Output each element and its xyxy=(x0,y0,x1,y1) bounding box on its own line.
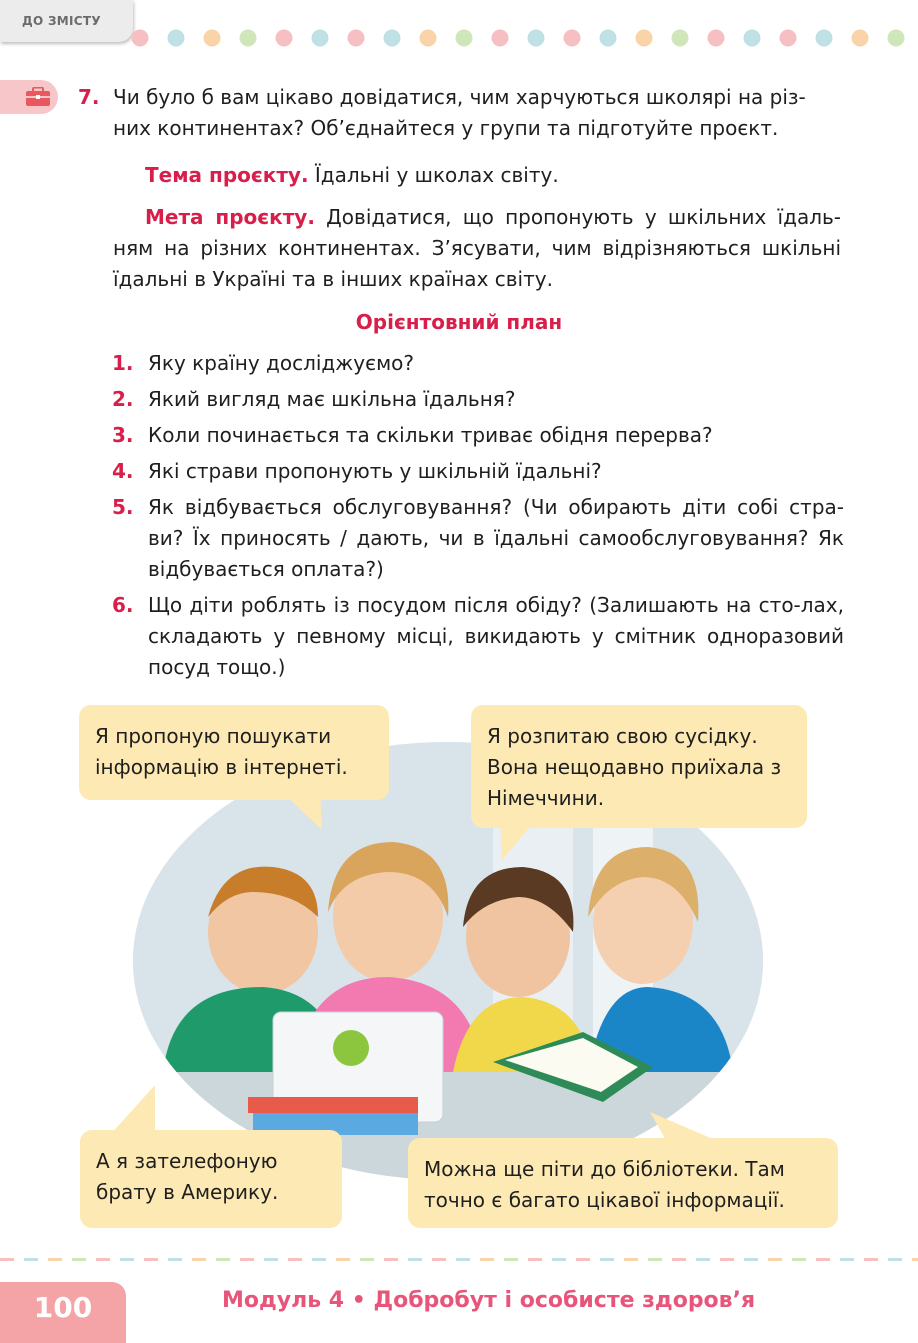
project-topic-text: Їдальні у школах світу. xyxy=(308,163,559,187)
plan-item xyxy=(112,492,844,585)
divider-dash xyxy=(288,1258,302,1261)
plan-item-number: 6. xyxy=(112,593,134,617)
plan-item-text: Який вигляд має шкільна їдальня? xyxy=(148,387,516,411)
divider-dash xyxy=(168,1258,182,1261)
speech-bubble-internet: Я пропоную пошукати інформацію в інтернеті. xyxy=(79,705,389,800)
decorative-dot xyxy=(528,30,545,47)
decorative-dot xyxy=(780,30,797,47)
task-line-2: них континентах? Об’єднайтеся у групи та підготуйте проєкт. xyxy=(113,116,779,140)
divider-dash xyxy=(720,1258,734,1261)
decorative-dot xyxy=(348,30,365,47)
speech-bubble-library: Можна ще піти до бібліотеки. Там точно є багато цікавої інформації. xyxy=(408,1138,838,1228)
plan-item-text: Що діти роблять із посудом після обіду? (Залишають на сто-лах, складають у певному місці, викидають у смітник одноразовий посуд тощо.) xyxy=(148,593,844,679)
divider-dash xyxy=(552,1258,566,1261)
plan-item-text: Коли починається та скільки триває обідня перерва? xyxy=(148,423,713,447)
decorative-dot xyxy=(384,30,401,47)
plan-item-number: 1. xyxy=(112,351,134,375)
plan-title: Орієнтовний план xyxy=(355,310,563,334)
task-line-1: Чи було б вам цікаво довідатися, чим харчуються школярі на різ- xyxy=(113,85,806,109)
module-title: Модуль 4 • Добробут і особисте здоров’я xyxy=(222,1288,756,1313)
toc-button[interactable]: ДО ЗМІСТУ xyxy=(0,0,133,42)
decorative-dot xyxy=(492,30,509,47)
divider-dash xyxy=(336,1258,350,1261)
divider-dash xyxy=(480,1258,494,1261)
decorative-dot xyxy=(708,30,725,47)
decorative-dot xyxy=(456,30,473,47)
decorative-dot xyxy=(600,30,617,47)
decorative-dots xyxy=(0,28,918,48)
divider-dash xyxy=(96,1258,110,1261)
plan-item-number: 3. xyxy=(112,423,134,447)
divider-dash xyxy=(840,1258,854,1261)
divider-dash xyxy=(528,1258,542,1261)
divider-dash xyxy=(120,1258,134,1261)
speech-bubble-neighbor: Я розпитаю свою сусідку. Вона нещодавно приїхала з Німеччини. xyxy=(471,705,807,828)
divider-dash xyxy=(408,1258,422,1261)
decorative-dot xyxy=(636,30,653,47)
divider-dash xyxy=(360,1258,374,1261)
decorative-dot xyxy=(168,30,185,47)
divider-dash xyxy=(384,1258,398,1261)
decorative-dot xyxy=(888,30,905,47)
project-goal-text: Довідатися, що пропонують у шкільних їдаль-ням на різних континентах. З’ясувати, чим відрізняються шкільні їдальні в Україні та в інших країнах світу. xyxy=(113,205,841,291)
divider-dash xyxy=(672,1258,686,1261)
decorative-dot xyxy=(744,30,761,47)
divider-dash xyxy=(624,1258,638,1261)
project-topic-label: Тема проєкту. xyxy=(145,163,309,187)
divider-dash xyxy=(264,1258,278,1261)
divider-dash xyxy=(48,1258,62,1261)
decorative-dot xyxy=(132,30,149,47)
divider-dash xyxy=(312,1258,326,1261)
divider-dash xyxy=(72,1258,86,1261)
footer-divider xyxy=(0,1258,918,1262)
divider-dash xyxy=(912,1258,918,1261)
plan-item-text: Яку країну досліджуємо? xyxy=(148,351,415,375)
divider-dash xyxy=(816,1258,830,1261)
plan-item xyxy=(112,420,844,451)
divider-dash xyxy=(768,1258,782,1261)
plan-item xyxy=(112,456,844,487)
decorative-dot xyxy=(564,30,581,47)
divider-dash xyxy=(504,1258,518,1261)
divider-dash xyxy=(744,1258,758,1261)
plan-item-number: 2. xyxy=(112,387,134,411)
divider-dash xyxy=(696,1258,710,1261)
divider-dash xyxy=(144,1258,158,1261)
plan-item xyxy=(112,590,844,683)
divider-dash xyxy=(864,1258,878,1261)
plan-item xyxy=(112,348,844,379)
decorative-dot xyxy=(852,30,869,47)
decorative-dot xyxy=(420,30,437,47)
bubble-tail xyxy=(100,1085,160,1135)
divider-dash xyxy=(600,1258,614,1261)
divider-dash xyxy=(432,1258,446,1261)
decorative-dot xyxy=(672,30,689,47)
decorative-dot xyxy=(204,30,221,47)
divider-dash xyxy=(240,1258,254,1261)
plan-list xyxy=(112,348,844,688)
decorative-dot xyxy=(312,30,329,47)
briefcase-icon xyxy=(25,87,51,107)
task-type-marker xyxy=(0,80,58,114)
divider-dash xyxy=(888,1258,902,1261)
plan-item-number: 5. xyxy=(112,495,134,519)
divider-dash xyxy=(792,1258,806,1261)
divider-dash xyxy=(192,1258,206,1261)
project-topic xyxy=(113,160,845,191)
divider-dash xyxy=(576,1258,590,1261)
plan-item-text: Які страви пропонують у шкільній їдальні? xyxy=(148,459,602,483)
divider-dash xyxy=(216,1258,230,1261)
speech-bubble-brother: А я зателефоную брату в Америку. xyxy=(80,1130,342,1228)
page-number: 100 xyxy=(0,1282,126,1343)
plan-item xyxy=(112,384,844,415)
task-number: 7. xyxy=(78,85,100,109)
divider-dash xyxy=(0,1258,14,1261)
project-goal xyxy=(113,202,841,295)
divider-dash xyxy=(24,1258,38,1261)
plan-item-number: 4. xyxy=(112,459,134,483)
plan-item-text: Як відбувається обслуговування? (Чи обирають діти собі стра-ви? Їх приносять / дають, чи в їдальні самообслуговування? Як відбувається оплата?) xyxy=(148,495,844,581)
project-goal-label: Мета проєкту. xyxy=(145,205,315,229)
divider-dash xyxy=(648,1258,662,1261)
divider-dash xyxy=(456,1258,470,1261)
decorative-dot xyxy=(276,30,293,47)
decorative-dot xyxy=(816,30,833,47)
decorative-dot xyxy=(240,30,257,47)
